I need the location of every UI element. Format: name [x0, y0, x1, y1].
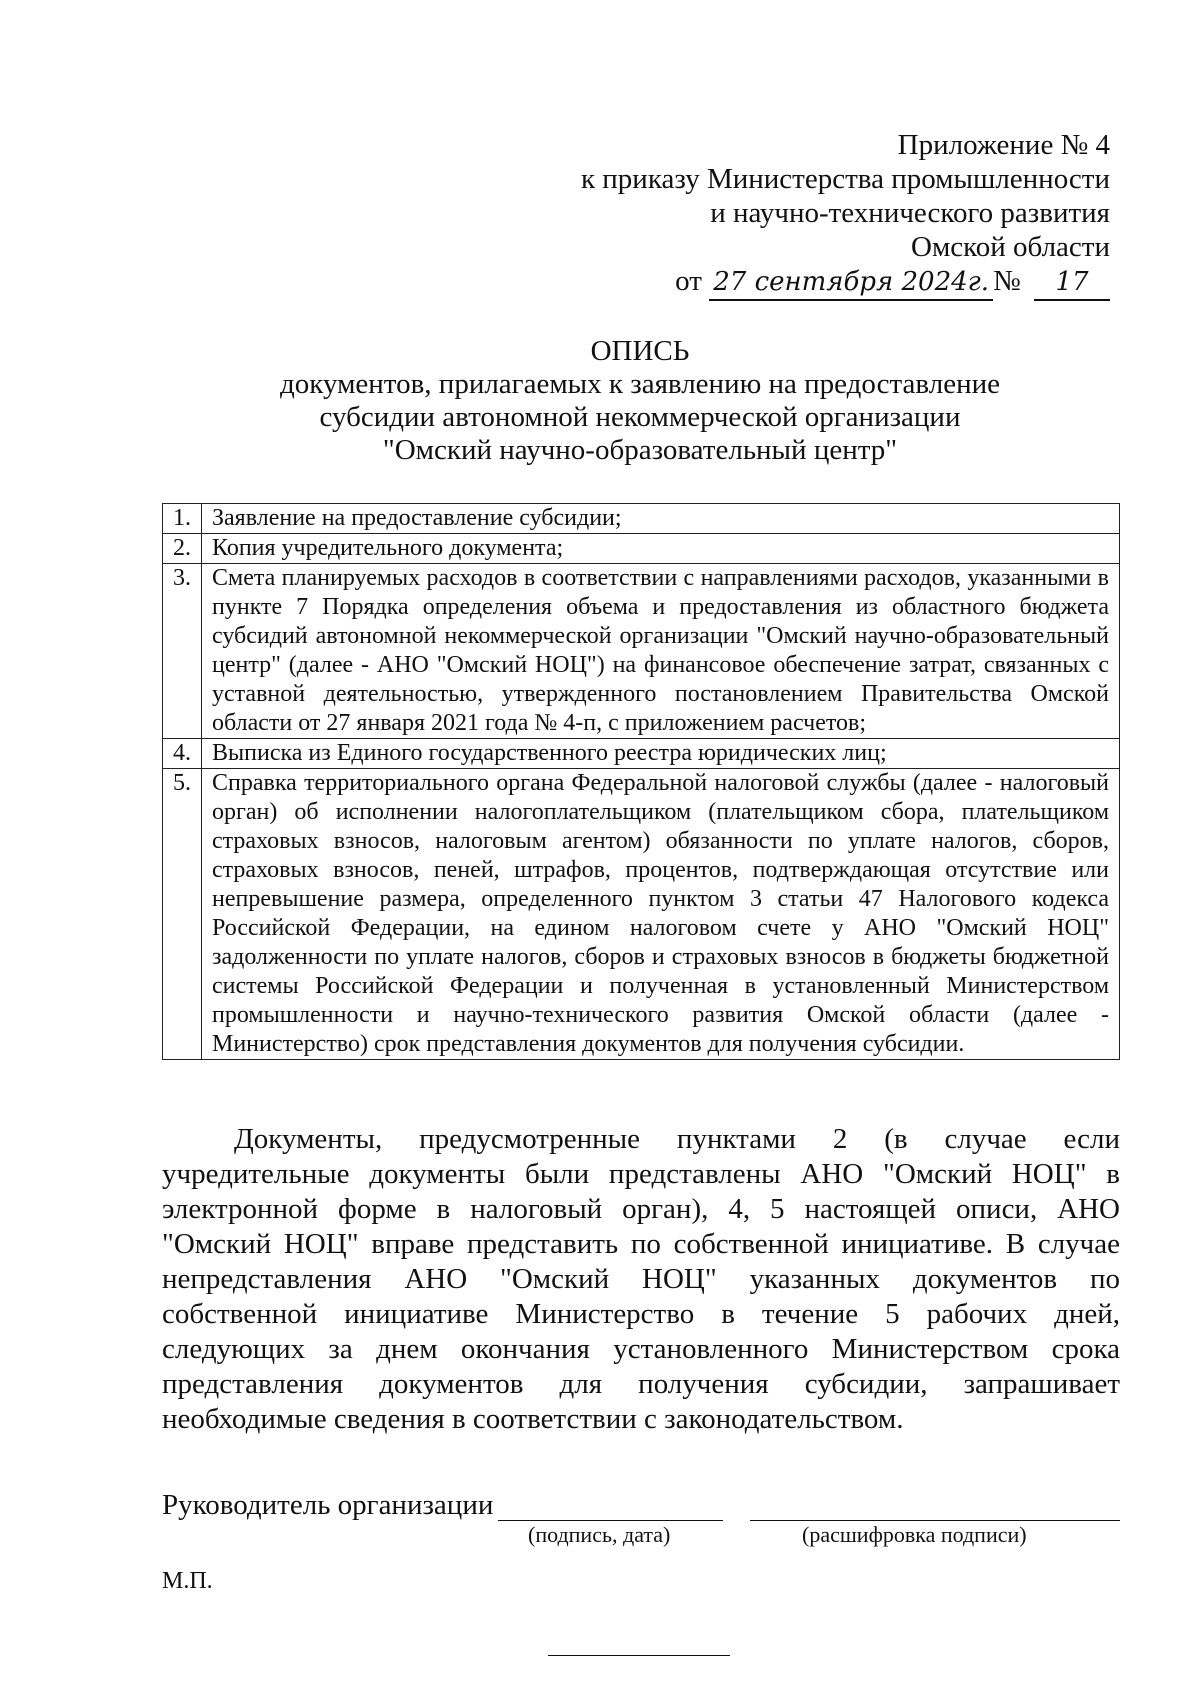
row-text: Заявление на предоставление субсидии; — [202, 504, 1120, 534]
table-row — [163, 534, 1120, 564]
row-text: Копия учредительного документа; — [202, 534, 1120, 564]
annex-number: Приложение № 4 — [897, 129, 1110, 161]
table-row — [163, 504, 1120, 534]
title-line-2: субсидии автономной некоммерческой организации — [319, 401, 961, 433]
handwritten-number: 17 — [1034, 265, 1110, 301]
table-row — [163, 564, 1120, 739]
row-number: 4. — [163, 739, 202, 769]
body-paragraph: Документы, предусмотренные пунктами 2 (в случае если учредительные документы были представлены АНО "Омский НОЦ" в электронной форме в налоговый орган), 4, 5 настоящей описи, АНО "Омский НОЦ" вправе представить по собственной инициативе. В случае непредставления АНО "Омский НОЦ" указанных документов по собственной инициативе Министерство в течение 5 рабочих дней, следующих за днем окончания установленного Министерством срока представления документов для получения субсидии, запрашивает необходимые сведения в соответствии с законодательством. — [162, 1123, 1120, 1435]
annex-order-ref: к приказу Министерства промышленности — [580, 163, 1110, 195]
documents-table — [162, 503, 1120, 1060]
row-number: 1. — [163, 504, 202, 534]
signature-block — [162, 1488, 1122, 1522]
row-text: Выписка из Единого государственного реестра юридических лиц; — [202, 739, 1120, 769]
signature-line — [498, 1520, 723, 1521]
number-prefix: № — [993, 265, 1021, 297]
end-divider — [548, 1655, 730, 1656]
row-text: Смета планируемых расходов в соответствии с направлениями расходов, указанными в пункте 7 Порядка определения объема и предоставления из областного бюджета субсидий автономной некоммерческой организации "Омский научно-образовательный центр" (далее - АНО "Омский НОЦ") на финансовое обеспечение затрат, связанных с уставной деятельностью, утвержденного постановлением Правительства Омской области от 27 января 2021 года № 4-п, с приложением расчетов; — [202, 564, 1120, 739]
date-prefix: от — [675, 265, 702, 297]
order-date-line — [410, 264, 1110, 301]
row-text: Справка территориального органа Федеральной налоговой службы (далее - налоговый орган) об исполнении налогоплательщиком (плательщиком сбора, плательщиком страховых взносов, налоговым агентом) обязанности по уплате налогов, сборов, страховых взносов, пеней, штрафов, процентов, подтверждающая отсутствие или непревышение размера, определенного пунктом 3 статьи 47 Налогового кодекса Российской Федерации, на едином налоговом счете у АНО "Омский НОЦ" задолженности по уплате налогов, сборов и страховых взносов в бюджеты бюджетной системы Российской Федерации и полученная в установленный Министерством промышленности и научно-технического развития Омской области (далее - Министерство) срок представления документов для получения субсидии. — [202, 769, 1120, 1060]
annex-header — [410, 128, 1110, 301]
table-row — [163, 769, 1120, 1060]
decode-hint: (расшифровка подписи) — [802, 1522, 1027, 1547]
row-number: 3. — [163, 564, 202, 739]
signature-decode-line — [750, 1520, 1120, 1521]
title-heading: ОПИСЬ — [590, 335, 690, 367]
handwritten-date: 27 сентября 2024г. — [709, 265, 993, 301]
signature-label: Руководитель организации — [162, 1489, 494, 1521]
annex-region: Омской области — [911, 231, 1110, 263]
table-row — [163, 739, 1120, 769]
document-title — [160, 335, 1120, 467]
stamp-placeholder: М.П. — [162, 1568, 213, 1594]
title-line-1: документов, прилагаемых к заявлению на предоставление — [280, 368, 1000, 400]
annex-ministry: и научно-технического развития — [710, 197, 1110, 229]
row-number: 2. — [163, 534, 202, 564]
title-line-3: "Омский научно-образовательный центр" — [382, 434, 898, 466]
row-number: 5. — [163, 769, 202, 1060]
signature-hint: (подпись, дата) — [528, 1522, 671, 1547]
